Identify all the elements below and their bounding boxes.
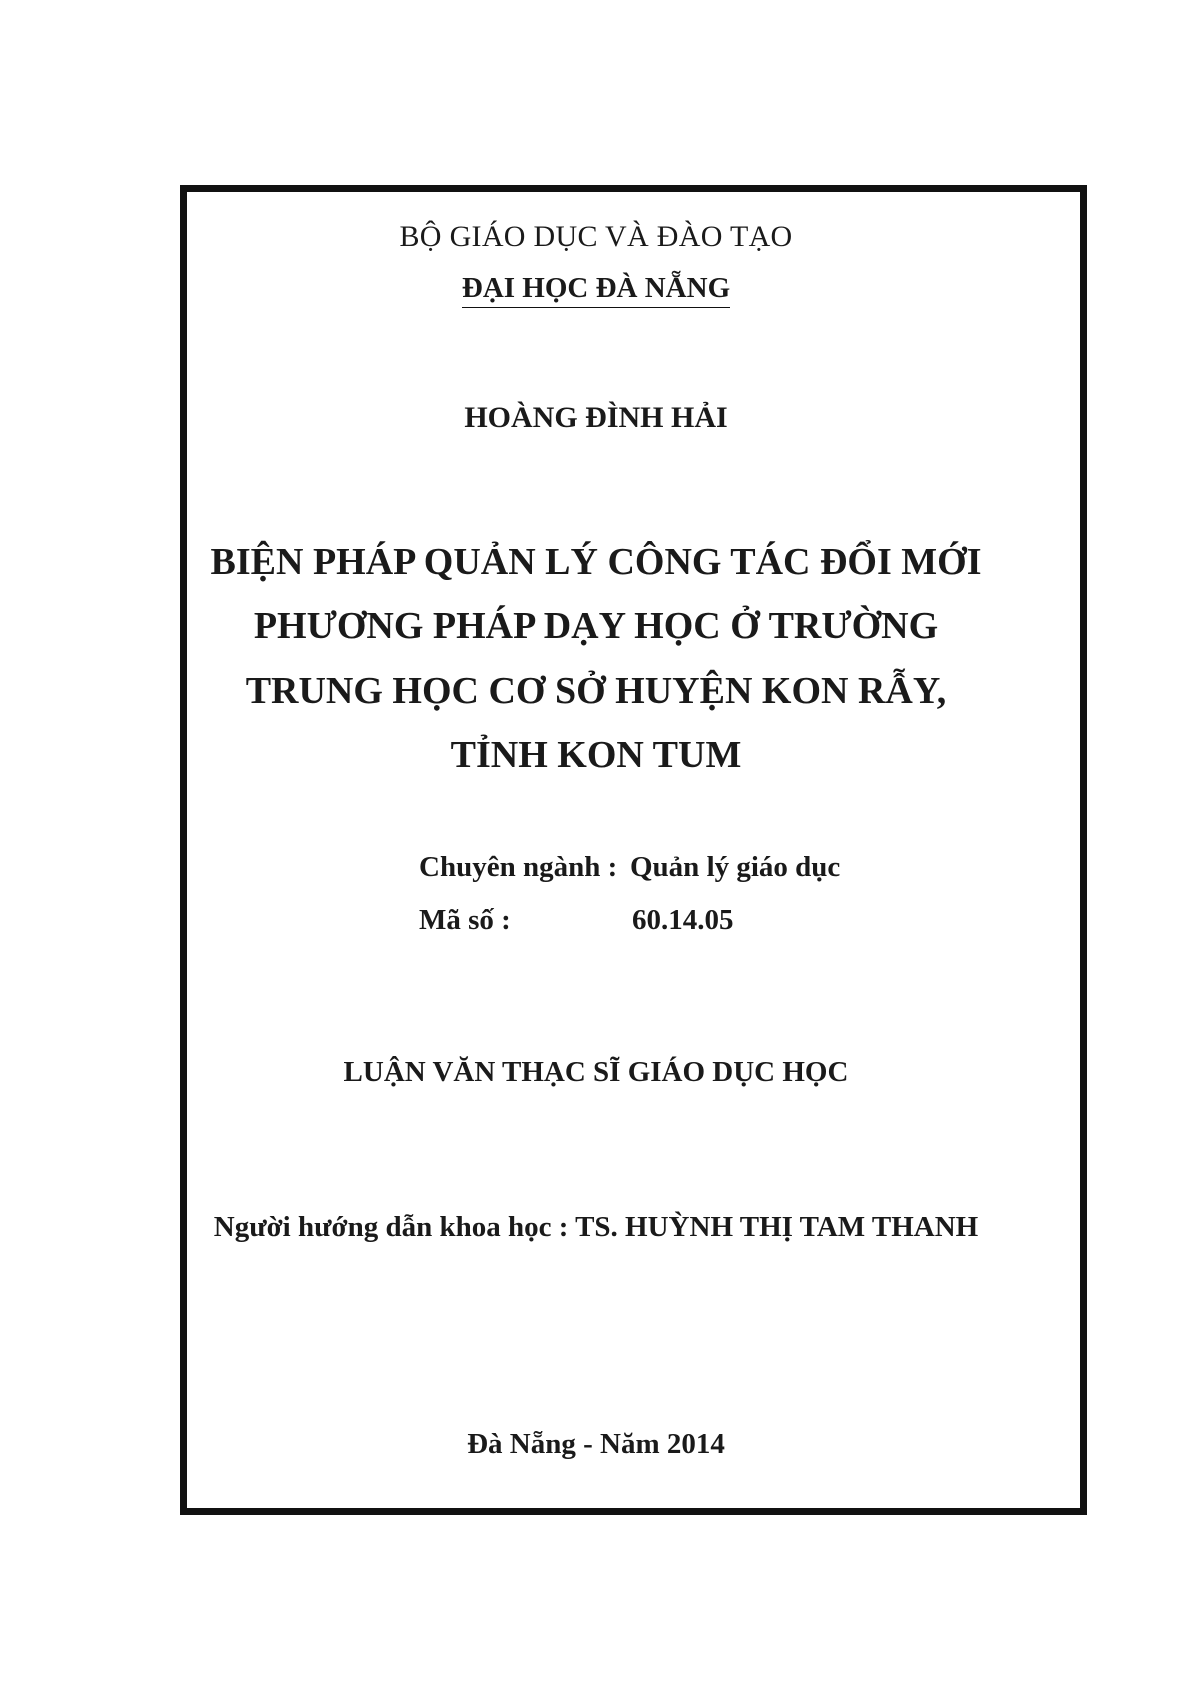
supervisor-line: Người hướng dẫn khoa học : TS. HUỲNH THỊ TAM THANH	[213, 1211, 979, 1243]
major-value: Quản lý giáo dục	[630, 851, 841, 883]
degree-type: LUẬN VĂN THẠC SĨ GIÁO DỤC HỌC	[343, 1056, 849, 1088]
code-label: Mã số :	[419, 904, 511, 936]
ministry-name: BỘ GIÁO DỤC VÀ ĐÀO TẠO	[399, 220, 793, 253]
thesis-title-line-1: BIỆN PHÁP QUẢN LÝ CÔNG TÁC ĐỔI MỚI	[210, 541, 982, 583]
cover-border-inner	[186, 191, 1081, 1509]
thesis-title-line-4: TỈNH KON TUM	[450, 734, 742, 776]
place-and-year: Đà Nẵng - Năm 2014	[467, 1428, 725, 1460]
author-name: HOÀNG ĐÌNH HẢI	[464, 401, 728, 434]
university-name: ĐẠI HỌC ĐÀ NẴNG	[462, 272, 730, 308]
code-value: 60.14.05	[632, 904, 734, 936]
thesis-title-line-3: TRUNG HỌC CƠ SỞ HUYỆN KON RẪY,	[245, 670, 947, 712]
thesis-title-line-2: PHƯƠNG PHÁP DẠY HỌC Ở TRƯỜNG	[253, 605, 939, 647]
major-label: Chuyên ngành :	[419, 851, 618, 883]
university-name-line	[0, 272, 1192, 308]
